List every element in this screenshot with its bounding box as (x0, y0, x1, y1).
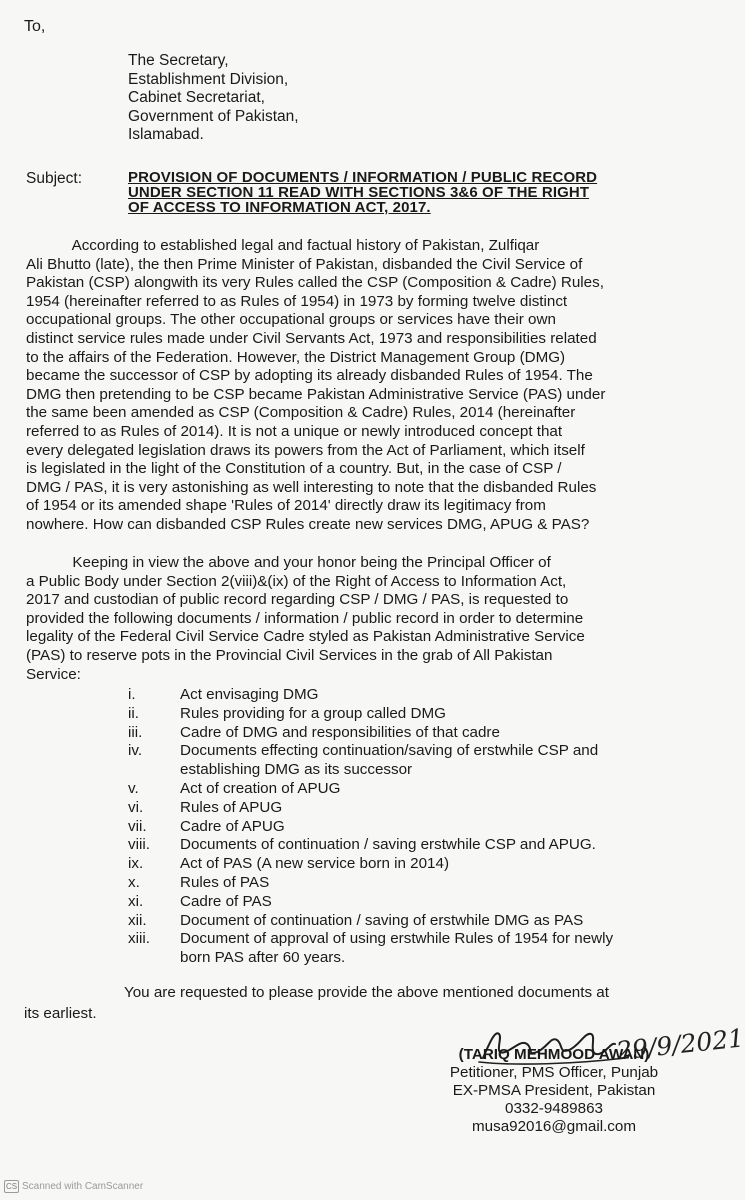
list-item-text (180, 686, 318, 705)
subject-line: UNDER SECTION 11 READ WITH SECTIONS 3&6 OF THE RIGHT (128, 184, 590, 201)
signer-block (430, 1046, 678, 1136)
list-item-line: Document of continuation / saving of erstwhile DMG as PAS (180, 911, 584, 929)
list-item-text (180, 705, 446, 724)
subject-line: PROVISION OF DOCUMENTS / INFORMATION / PUBLIC RECORD (128, 169, 598, 186)
subject-line: OF ACCESS TO INFORMATION ACT, 2017. (128, 199, 431, 216)
list-item-line: Cadre of APUG (180, 817, 285, 835)
list-item-text (180, 893, 272, 912)
camscanner-logo-icon: CS (5, 1182, 18, 1191)
camscanner-watermark (4, 1180, 143, 1193)
list-item-line: born PAS after 60 years. (180, 949, 346, 967)
paragraph-request (26, 554, 700, 684)
list-item-number: viii. (128, 836, 150, 854)
addressee-line: Cabinet Secretariat, (128, 89, 265, 106)
list-item-line: Rules of PAS (180, 873, 270, 891)
list-item-line: Rules of APUG (180, 798, 283, 816)
paragraph-line: DMG then pretending to be CSP became Pakistan Administrative Service (PAS) under (26, 385, 606, 403)
list-item-text (180, 742, 598, 780)
list-item-line: Act of PAS (A new service born in 2014) (180, 855, 450, 873)
list-item-number: iii. (128, 723, 143, 741)
addressee-line: Islamabad. (128, 126, 204, 143)
paragraph-line: Keeping in view the above and your honor being the Principal Officer of (26, 554, 551, 571)
list-item-line: Documents effecting continuation/saving of erstwhile CSP and (180, 742, 599, 760)
addressee-line: Establishment Division, (128, 70, 289, 88)
paragraph-line: nowhere. How can disbanded CSP Rules create new services DMG, APUG & PAS? (26, 515, 590, 533)
signer-name: (TARIQ MEHMOOD AWAN) (458, 1046, 650, 1063)
list-item-number: x. (128, 873, 140, 891)
signer-role: EX-PMSA President, Pakistan (452, 1082, 656, 1099)
list-item-number: iv. (128, 742, 143, 760)
list-item-text (180, 818, 285, 837)
subject-label: Subject: (26, 170, 83, 187)
list-item-line: Act of creation of APUG (180, 779, 341, 797)
signer-email: musa92016@gmail.com (472, 1118, 636, 1135)
closing-line: You are requested to please provide the above mentioned documents at (124, 984, 609, 1001)
list-item-number: xiii. (128, 930, 150, 948)
list-item-line: Rules providing for a group called DMG (180, 704, 446, 722)
list-item-text (180, 930, 613, 968)
paragraph-line: a Public Body under Section 2(viii)&(ix) of the Right of Access to Information Act, (26, 572, 567, 590)
paragraph-line: Service: (26, 665, 81, 683)
paragraph-line: Ali Bhutto (late), the then Prime Minister of Pakistan, disbanded the Civil Service of (26, 255, 583, 273)
paragraph-line: distinct service rules made under Civil Servants Act, 1973 and responsibilities related (26, 329, 597, 347)
list-item-line: establishing DMG as its successor (180, 761, 413, 779)
list-item-text (180, 724, 500, 743)
list-item-number: xii. (128, 911, 147, 929)
list-item-line: Act envisaging DMG (180, 686, 319, 703)
paragraph-line: DMG / PAS, it is very astonishing as well interesting to note that the disbanded Rules (26, 478, 597, 496)
paragraph-line: occupational groups. The other occupational groups or services have their own (26, 311, 556, 329)
list-item-line: Cadre of PAS (180, 892, 272, 910)
list-item-number: ii. (128, 704, 139, 722)
list-item-text (180, 780, 340, 799)
paragraph-line: Pakistan (CSP) alongwith its very Rules called the CSP (Composition & Cadre) Rules, (26, 274, 604, 292)
list-item-text (180, 912, 583, 931)
paragraph-line: According to established legal and factual history of Pakistan, Zulfiqar (26, 237, 540, 254)
list-item-number: xi. (128, 892, 144, 910)
list-item-number: i. (128, 686, 136, 703)
paragraph-line: the same been amended as CSP (Composition & Cadre) Rules, 2014 (hereinafter (26, 404, 576, 422)
paragraph-line: legality of the Federal Civil Service Cadre styled as Pakistan Administrative Service (26, 628, 585, 646)
list-item-number: ix. (128, 855, 144, 873)
list-item-line: Document of approval of using erstwhile Rules of 1954 for newly (180, 930, 614, 948)
paragraph-history (26, 237, 700, 535)
signer-phone: 0332-9489863 (505, 1100, 603, 1117)
addressee-line: The Secretary, (128, 52, 229, 69)
paragraph-line: 2017 and custodian of public record regarding CSP / DMG / PAS, is requested to (26, 591, 569, 609)
salutation: To, (24, 18, 46, 35)
signature-date: 29/9/2021 (614, 1023, 745, 1066)
list-item-text (180, 874, 269, 893)
paragraph-line: is legislated in the light of the Constitution of a country. But, in the case of CSP / (26, 460, 562, 478)
list-item-number: vii. (128, 817, 147, 835)
list-item-number: v. (128, 779, 139, 797)
paragraph-line: every delegated legislation draws its powers from the Act of Parliament, which itself (26, 441, 585, 459)
paragraph-line: referred to as Rules of 2014). It is not a unique or newly introduced concept that (26, 422, 563, 440)
list-item-text (180, 855, 449, 874)
addressee-line: Government of Pakistan, (128, 107, 299, 125)
signer-title: Petitioner, PMS Officer, Punjab (449, 1064, 659, 1081)
paragraph-line: of 1954 or its amended shape 'Rules of 2014' directly draw its legitimacy from (26, 497, 546, 515)
list-item-text (180, 836, 596, 855)
paragraph-line: became the successor of CSP by adopting its already disbanded Rules of 1954. The (26, 367, 593, 385)
list-item-line: Documents of continuation / saving erstwhile CSP and APUG. (180, 836, 596, 854)
list-item-number: vi. (128, 798, 144, 816)
closing-line-2: its earliest. (24, 1005, 97, 1022)
paragraph-line: provided the following documents / information / public record in order to determine (26, 609, 584, 627)
paragraph-line: (PAS) to reserve pots in the Provincial Civil Services in the grab of All Pakistan (26, 646, 553, 664)
list-item-line: Cadre of DMG and responsibilities of that cadre (180, 723, 500, 741)
camscanner-text: Scanned with CamScanner (22, 1181, 144, 1192)
list-item-text (180, 799, 282, 818)
paragraph-line: to the affairs of the Federation. However, the District Management Group (DMG) (26, 348, 566, 366)
subject-heading (128, 170, 694, 215)
addressee-block (128, 52, 299, 145)
paragraph-line: 1954 (hereinafter referred to as Rules of 1954) in 1973 by forming twelve distinct (26, 292, 568, 310)
